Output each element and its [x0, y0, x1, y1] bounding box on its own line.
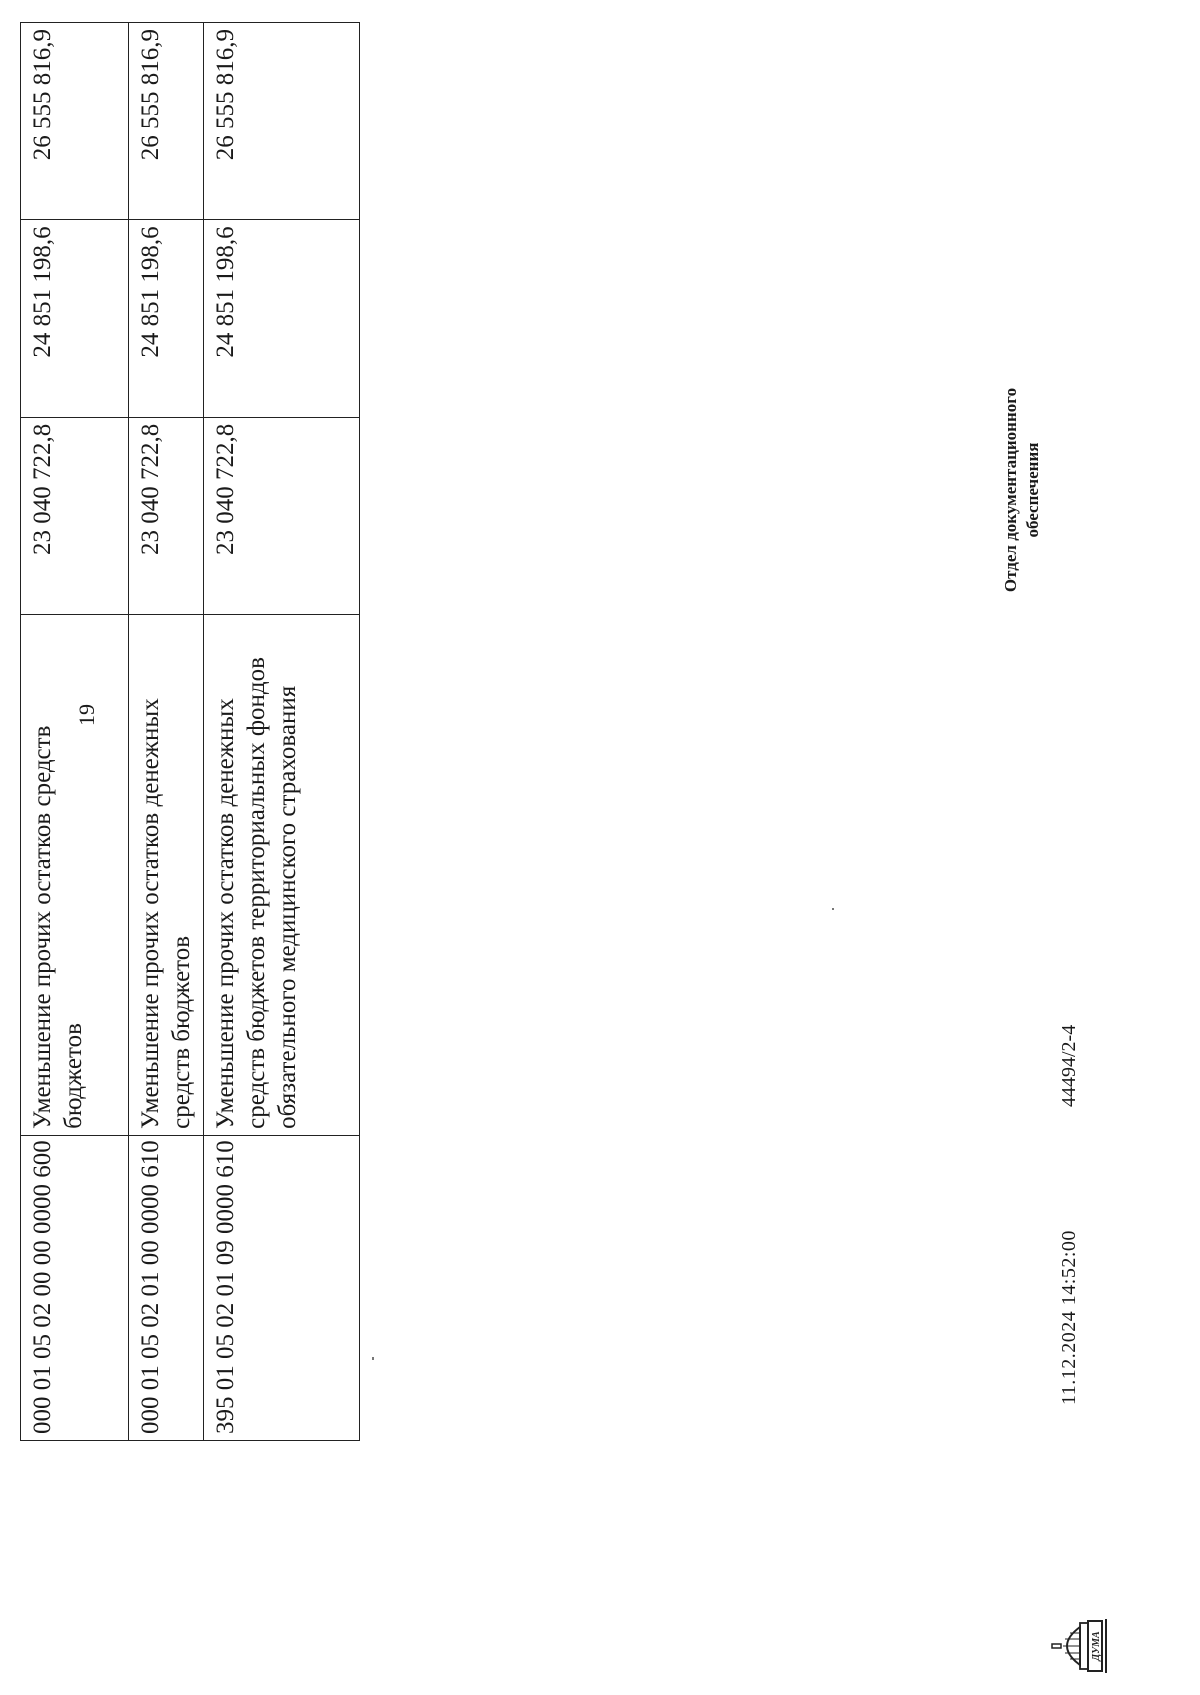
value-year-1: 23 040 722,8 — [129, 417, 204, 614]
stamp-line-2: обеспечения — [1023, 442, 1042, 538]
duma-emblem-logo — [1050, 1617, 1112, 1675]
budget-code: 395 01 05 02 01 09 0000 610 — [204, 1135, 360, 1440]
value-year-2: 24 851 198,6 — [204, 220, 360, 417]
budget-table — [20, 22, 360, 1441]
value-year-2: 24 851 198,6 — [21, 220, 129, 417]
budget-item-name: Уменьшение прочих остатков средств бюджетов — [21, 615, 129, 1136]
value-year-1: 23 040 722,8 — [204, 417, 360, 614]
value-year-1: 23 040 722,8 — [21, 417, 129, 614]
department-stamp — [1000, 300, 1044, 680]
value-year-2: 24 851 198,6 — [129, 220, 204, 417]
logo-text: ДУМА — [1091, 1631, 1102, 1661]
table-row — [204, 23, 360, 1441]
budget-item-name: Уменьшение прочих остатков денежных средств бюджетов территориальных фондов обязательного медицинского страхования — [204, 615, 360, 1136]
document-number: 44494/2-4 — [1058, 1024, 1080, 1107]
scan-speck — [832, 908, 834, 910]
stamp-line-1: Отдел документационного — [1001, 387, 1020, 593]
scan-speck — [372, 1357, 374, 1360]
value-year-3: 26 555 816,9 — [129, 23, 204, 220]
value-year-3: 26 555 816,9 — [204, 23, 360, 220]
page-number: 19 — [74, 704, 99, 726]
budget-code: 000 01 05 02 00 00 0000 600 — [21, 1135, 129, 1440]
table-row — [21, 23, 129, 1441]
budget-code: 000 01 05 02 01 00 0000 610 — [129, 1135, 204, 1440]
value-year-3: 26 555 816,9 — [21, 23, 129, 220]
budget-item-name: Уменьшение прочих остатков денежных средств бюджетов — [129, 615, 204, 1136]
timestamp: 11.12.2024 14:52:00 — [1058, 1230, 1080, 1405]
table-row — [129, 23, 204, 1441]
